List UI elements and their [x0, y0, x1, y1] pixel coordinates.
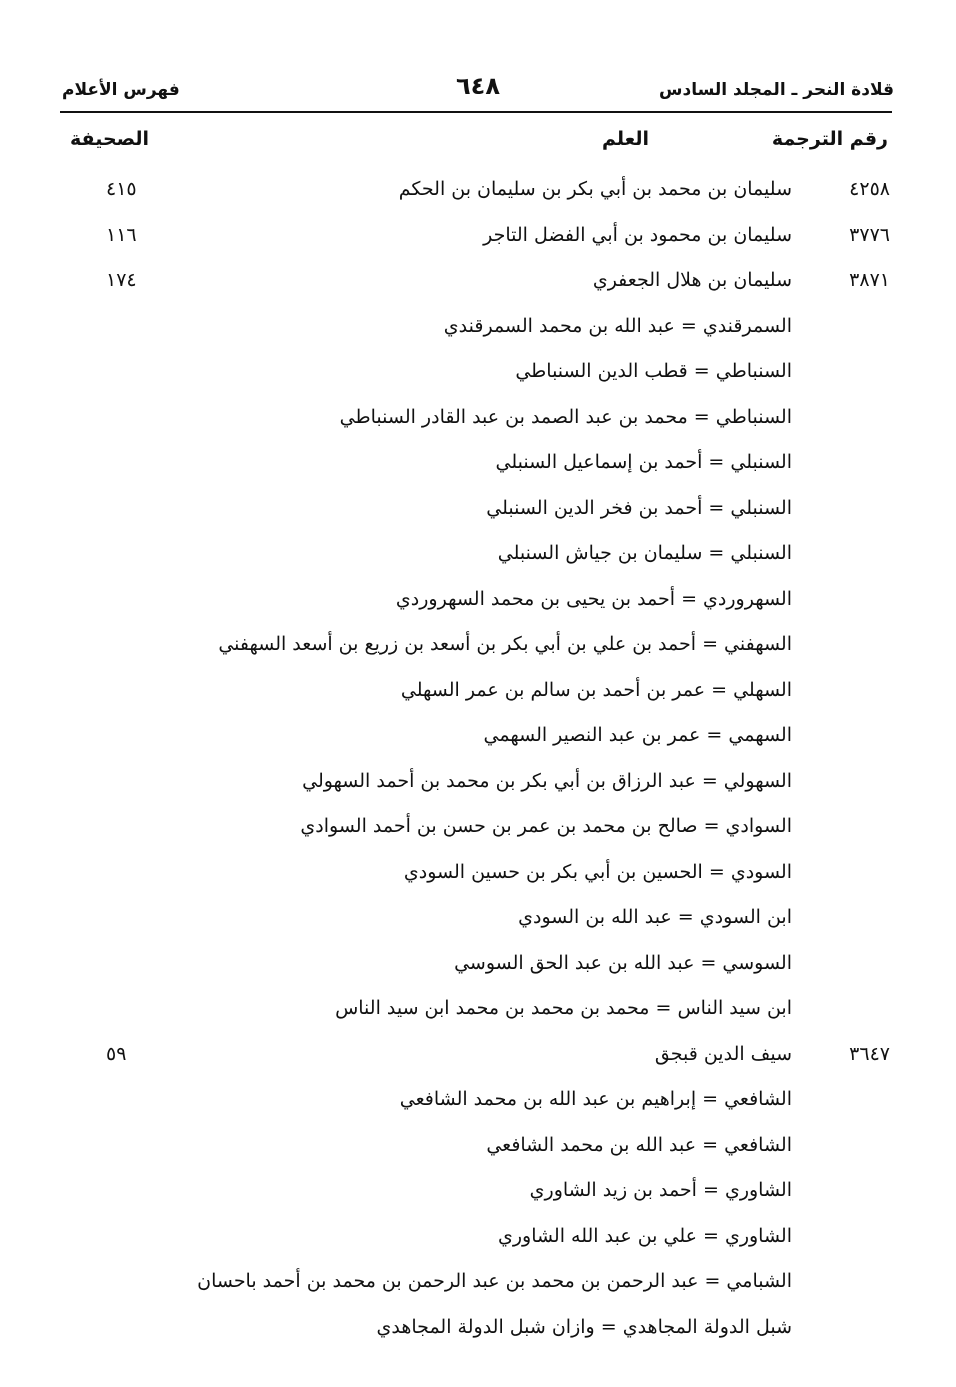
entry-name: ابن سيد الناس = محمد بن محمد بن محمد ابن سيد الناس	[335, 997, 792, 1019]
entry-name: السوادي = صالح بن محمد بن عمر بن حسن بن أحمد السوادي	[300, 815, 792, 837]
entry-name: سيف الدين قبجق	[654, 1042, 792, 1065]
index-entry	[0, 1168, 956, 1214]
column-header-entry-number: رقم الترجمة	[771, 128, 888, 150]
index-entry	[0, 1123, 956, 1169]
entry-page-reference: ١٧٤	[106, 269, 137, 291]
entry-number: ٤٢٥٨	[849, 178, 890, 200]
index-entry	[0, 258, 956, 304]
index-entry	[0, 804, 956, 850]
entry-number: ٣٨٧١	[849, 269, 890, 291]
index-entry	[0, 349, 956, 395]
entry-name: السودي = الحسين بن أبي بكر بن حسين السودي	[403, 860, 792, 883]
entry-name: الشافعي = عبد الله بن محمد الشافعي	[486, 1133, 792, 1156]
entry-name: السهفني = أحمد بن علي بن أبي بكر بن أسعد بن زريع بن أسعد السهفني	[218, 633, 792, 655]
entry-name: شبل الدولة المجاهدي = وازان شبل الدولة المجاهدي	[376, 1315, 792, 1338]
entry-name: السنبلي = أحمد بن فخر الدين السنبلي	[486, 496, 792, 519]
entry-page-reference: ٤١٥	[106, 178, 137, 200]
entry-name: السمرقندي = عبد الله بن محمد السمرقندي	[443, 314, 792, 337]
entry-name: السنباطي = محمد بن عبد الصمد بن عبد القادر السنباطي	[339, 405, 792, 428]
index-entry	[0, 941, 956, 987]
entry-page-reference: ٥٩	[106, 1042, 127, 1065]
entry-name: سليمان بن هلال الجعفري	[592, 269, 792, 291]
index-entries	[0, 167, 956, 1350]
entry-name: السوسي = عبد الله بن عبد الحق السوسي	[454, 951, 792, 974]
index-entry	[0, 1305, 956, 1351]
entry-name: الشبامي = عبد الرحمن بن محمد بن عبد الرحمن بن محمد بن أحمد باحسان	[197, 1270, 792, 1292]
entry-name: ابن السودي = عبد الله بن السودي	[518, 906, 792, 928]
index-entry	[0, 486, 956, 532]
index-entry	[0, 1032, 956, 1078]
index-entry	[0, 304, 956, 350]
entry-name: السنبلي = سليمان بن جياش السنبلي	[497, 542, 792, 564]
index-entry	[0, 986, 956, 1032]
entry-number: ٣٧٧٦	[849, 223, 890, 246]
index-entry	[0, 668, 956, 714]
entry-name: السهولي = عبد الرزاق بن أبي بكر بن محمد بن أحمد السهولي	[302, 769, 792, 792]
index-entry	[0, 895, 956, 941]
entry-name: السهلي = عمر بن أحمد بن سالم بن عمر السهلي	[400, 678, 792, 701]
index-entry	[0, 167, 956, 213]
entry-name: سليمان بن محمد بن أبي بكر بن سليمان بن الحكم	[398, 178, 792, 200]
index-entry	[0, 1214, 956, 1260]
entry-name: الشاوري = علي بن عبد الله الشاوري	[497, 1224, 792, 1247]
index-entry	[0, 1077, 956, 1123]
index-entry	[0, 850, 956, 896]
entry-name: السنبلي = أحمد بن إسماعيل السنبلي	[495, 451, 792, 473]
page-number: ٦٤٨	[456, 72, 500, 100]
index-entry	[0, 395, 956, 441]
header-rule	[60, 111, 892, 113]
entry-name: السهروردي = أحمد بن يحيى بن محمد السهروردي	[395, 587, 792, 610]
index-entry	[0, 759, 956, 805]
index-entry	[0, 1259, 956, 1305]
running-header	[62, 72, 894, 108]
index-entry	[0, 713, 956, 759]
column-header-name: العلم	[601, 128, 649, 150]
entry-number: ٣٦٤٧	[849, 1042, 890, 1065]
entry-page-reference: ١١٦	[106, 223, 137, 246]
column-header-page: الصحيفة	[70, 128, 150, 150]
entry-name: الشافعي = إبراهيم بن عبد الله بن محمد الشافعي	[399, 1088, 792, 1110]
book-title: قلادة النحر ـ المجلد السادس	[659, 80, 894, 100]
index-entry	[0, 622, 956, 668]
entry-name: سليمان بن محمود بن أبي الفضل التاجر	[483, 223, 792, 246]
column-headers	[62, 128, 894, 162]
section-title: فهرس الأعلام	[62, 80, 180, 100]
index-entry	[0, 531, 956, 577]
entry-name: السهمي = عمر بن عبد النصير السهمي	[483, 724, 792, 746]
index-entry	[0, 577, 956, 623]
entry-name: الشاوري = أحمد بن زيد الشاوري	[529, 1179, 792, 1201]
index-entry	[0, 440, 956, 486]
entry-name: السنباطي = قطب الدين السنباطي	[515, 360, 792, 382]
index-entry	[0, 213, 956, 259]
